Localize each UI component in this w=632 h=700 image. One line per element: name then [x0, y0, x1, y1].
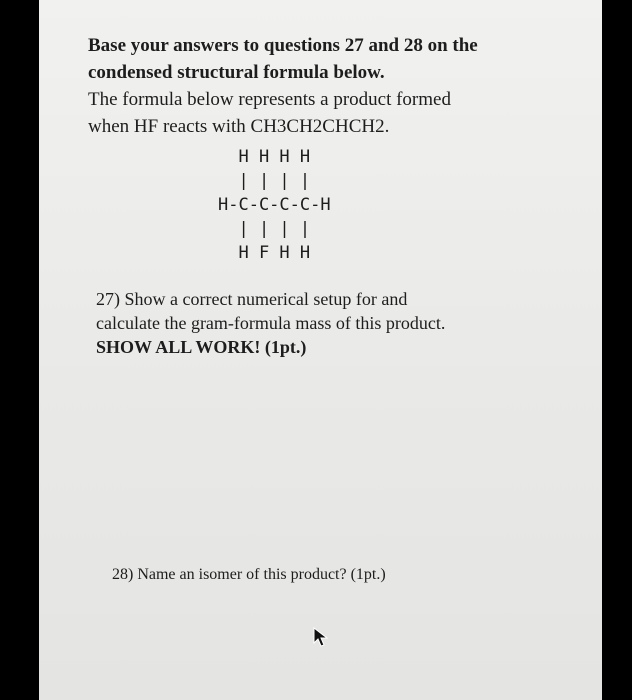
- formula-carbon-chain: H-C-C-C-C-H: [218, 195, 331, 215]
- left-border: [0, 0, 39, 700]
- formula-top-atoms: H H H H: [238, 147, 311, 167]
- intro-line-3: The formula below represents a product formed: [88, 89, 451, 110]
- question-28: 28) Name an isomer of this product? (1pt.): [112, 566, 386, 583]
- formula-bottom-atoms: H F H H: [238, 243, 311, 263]
- q27-line-3: SHOW ALL WORK! (1pt.): [96, 337, 307, 357]
- formula-bottom-bonds: | | | |: [238, 219, 311, 239]
- mouse-cursor-icon: [313, 627, 329, 647]
- structural-formula: [218, 145, 331, 265]
- question-27: [96, 287, 576, 359]
- intro-line-2: condensed structural formula below.: [88, 62, 385, 83]
- intro-line-4: when HF reacts with CH3CH2CHCH2.: [88, 116, 390, 137]
- right-border: [602, 0, 632, 700]
- intro-line-1: Base your answers to questions 27 and 28 on the: [88, 35, 478, 56]
- intro-paragraph: [88, 32, 588, 140]
- q27-line-2: calculate the gram-formula mass of this product.: [96, 313, 446, 333]
- formula-top-bonds: | | | |: [238, 171, 311, 191]
- q27-line-1: 27) Show a correct numerical setup for and: [96, 289, 408, 309]
